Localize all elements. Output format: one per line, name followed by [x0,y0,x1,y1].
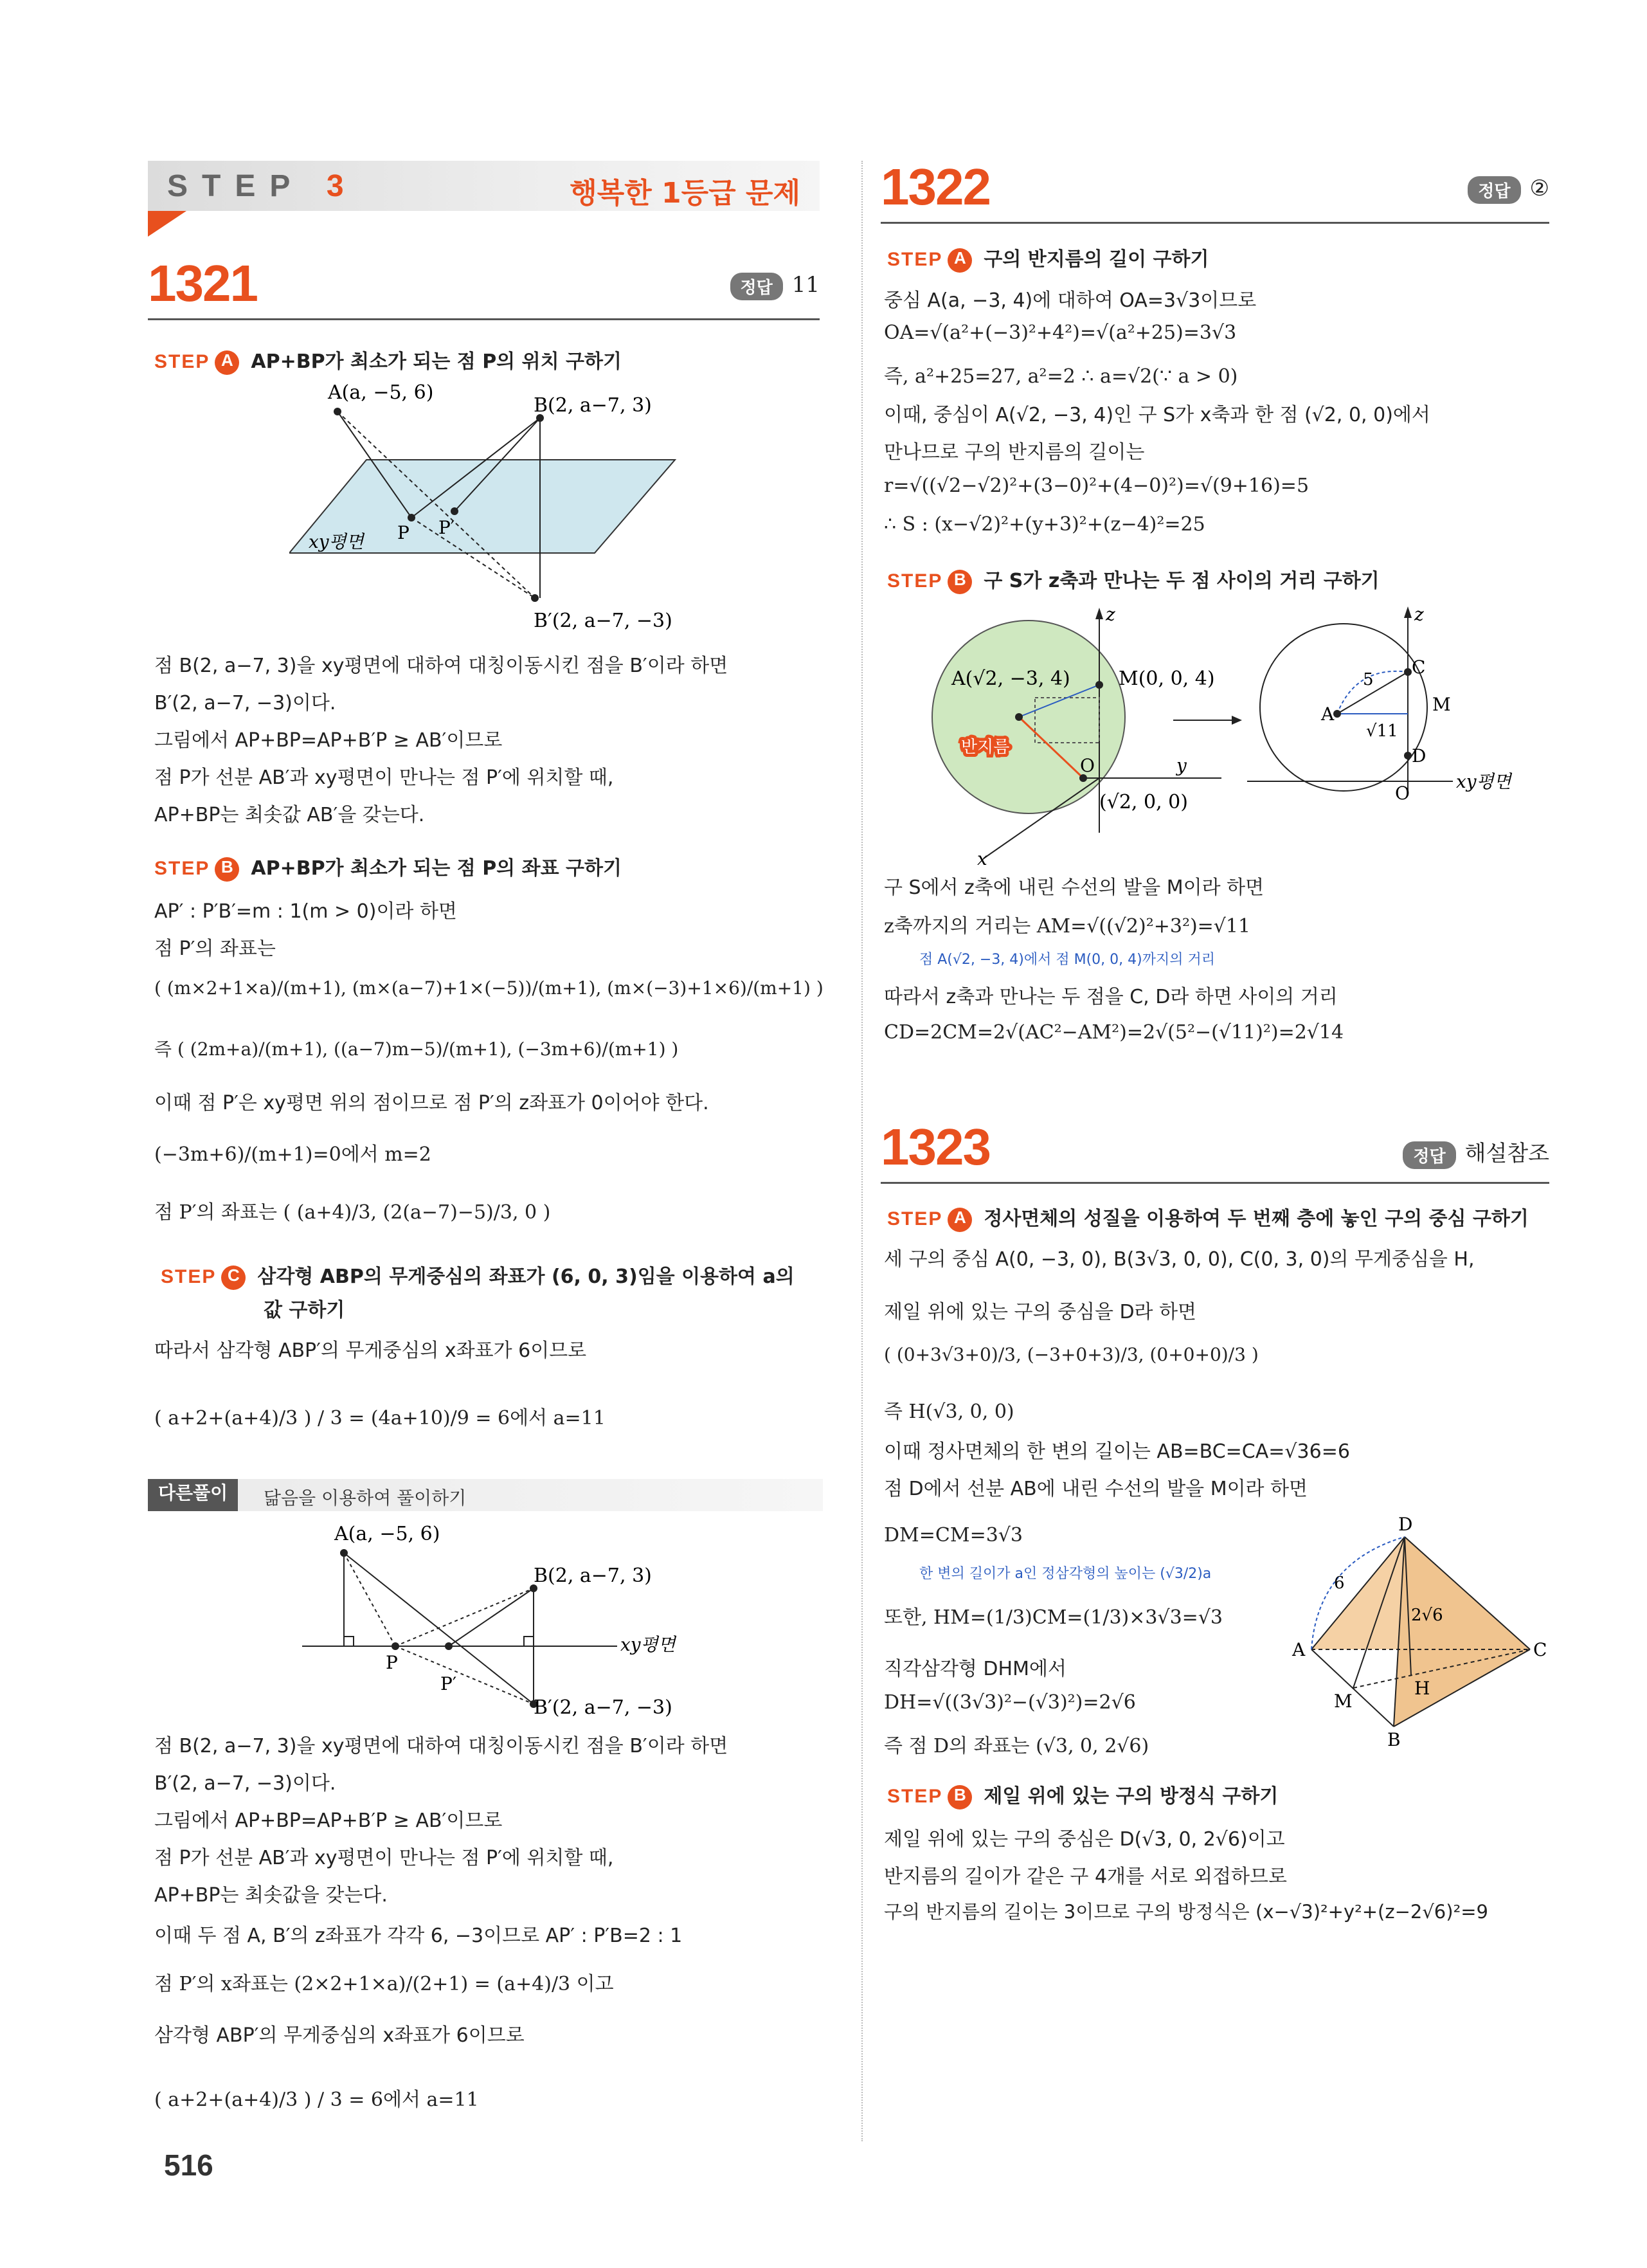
text-line: 점 B(2, a−7, 3)을 xy평면에 대하여 대칭이동시킨 점을 B′이라 하면 [154,1735,728,1757]
fig3-label-o: O [1080,755,1095,776]
fig5-label-h: H [1414,1678,1430,1699]
fig1-label-pp: P′ [438,517,455,538]
text-line: 이때 두 점 A, B′의 z좌표가 각각 6, −3이므로 AP′ : P′B=2 : 1 [154,1925,683,1947]
math-line: CD=2CM=2√(AC²−AM²)=2√(5²−(√11)²)=2√14 [884,1021,1344,1044]
text-line: 이때 점 P′은 xy평면 위의 점이므로 점 P′의 z좌표가 0이어야 한다. [154,1092,709,1114]
answer-badge: 정답 [1468,176,1520,204]
text-line: 제일 위에 있는 구의 중심은 D(√3, 0, 2√6)이고 [884,1828,1285,1851]
fig4-label-m: M [1432,694,1451,715]
alternate-solution-title: 닮음을 이용하여 풀이하기 [264,1487,467,1509]
fig3-label-y: y [1176,755,1187,776]
step3-label: STEP 3 [167,169,358,203]
problem-number: 1321 [148,255,257,312]
problem-number: 1323 [881,1118,990,1175]
fig2-label-p: P [386,1652,398,1673]
fig3-label-z: z [1106,604,1115,625]
problem-1321-header [148,254,820,320]
fig4-label-a: A [1321,703,1335,725]
answer-badge: 정답 [1403,1141,1455,1169]
fig1-label-plane: xy평면 [309,531,364,552]
step3-banner [148,161,820,211]
text-line: 반지름의 길이가 같은 구 4개를 서로 외접하므로 [884,1865,1287,1888]
figure-cross-section [1241,601,1549,807]
problem-1323-header [881,1118,1549,1184]
math-line: 즉 점 D의 좌표는 (√3, 0, 2√6) [884,1735,1149,1757]
text-line: AP+BP는 최솟값을 갖는다. [154,1884,388,1907]
step-a-heading: STEP A 구의 반지름의 길이 구하기 [887,243,1209,273]
text-line: 그림에서 AP+BP=AP+B′P ≥ AB′이므로 [154,729,503,752]
math-line: DH=√((3√3)²−(√3)²)=2√6 [884,1691,1136,1714]
fig5-label-m: M [1334,1691,1353,1712]
fig4-label-five: 5 [1363,670,1374,689]
text-line: B′(2, a−7, −3)이다. [154,1772,336,1795]
step-b-heading: STEP B 구 S가 z축과 만나는 두 점 사이의 거리 구하기 [887,565,1380,594]
math-line: ∴ S : (x−√2)²+(y+3)²+(z−4)²=25 [884,513,1205,536]
arrow-icon [1170,711,1247,730]
step-a-heading: STEP A 정사면체의 성질을 이용하여 두 번째 층에 놓인 구의 중심 구하기 [887,1202,1529,1232]
text-line: 점 D에서 선분 AB에 내린 수선의 발을 M이라 하면 [884,1478,1308,1500]
note-distance: 점 A(√2, −3, 4)에서 점 M(0, 0, 4)까지의 거리 [919,952,1215,968]
math-line: DM=CM=3√3 [884,1524,1023,1547]
answer: 정답 ② [1468,176,1549,204]
text-line: 그림에서 AP+BP=AP+B′P ≥ AB′이므로 [154,1810,503,1832]
step3-title: 행복한 1등급 문제 [570,177,800,210]
text-line: 점 P가 선분 AB′과 xy평면이 만나는 점 P′에 위치할 때, [154,767,614,789]
text-line: 만나므로 구의 반지름의 길이는 [884,441,1145,464]
fig4-label-plane: xy평면 [1456,771,1511,792]
step-a-heading: STEP A AP+BP가 최소가 되는 점 P의 위치 구하기 [154,345,622,375]
figure-reflection-plane [289,379,707,637]
fig3-label-a: A(√2, −3, 4) [951,667,1070,690]
note-triangle-height: 한 변의 길이가 a인 정삼각형의 높이는 (√3/2)a [919,1566,1212,1582]
math-line: 점 P′의 x좌표는 (2×2+1×a)/(2+1) = (a+4)/3 이고 [154,1973,614,1995]
fig2-label-b: B(2, a−7, 3) [534,1565,652,1587]
math-line: 즉 ( (2m+a)/(m+1), ((a−7)m−5)/(m+1), (−3m+6)/(m+1) ) [154,1039,679,1060]
page-number: 516 [164,2148,213,2182]
text-line: 직각삼각형 DHM에서 [884,1658,1066,1680]
text-line: 제일 위에 있는 구의 중심을 D라 하면 [884,1301,1197,1323]
fig5-label-b: B [1387,1729,1401,1750]
fig2-label-bp: B′(2, a−7, −3) [534,1696,672,1717]
math-line: OA=√(a²+(−3)²+4²)=√(a²+25)=3√3 [884,322,1237,344]
fig4-label-z: z [1414,604,1424,625]
fig3-label-m: M(0, 0, 4) [1119,667,1215,690]
fig5-label-six: 6 [1334,1574,1345,1593]
answer: 정답 해설참조 [1403,1136,1549,1169]
fig4-label-c: C [1412,657,1426,678]
banner-flag [148,211,186,237]
text-line: 점 P′의 좌표는 [154,938,276,960]
answer: 정답 11 [730,272,820,300]
text-line: 구 S에서 z축에 내린 수선의 발을 M이라 하면 [884,876,1264,899]
fig2-label-plane: xy평면 [620,1634,676,1655]
fig3-label-t: (√2, 0, 0) [1099,791,1188,813]
fig5-label-d: D [1398,1514,1413,1535]
alternate-solution-tag: 다른풀이 [148,1479,238,1511]
figure-similarity [296,1518,707,1717]
math-line: ( a+2+(a+4)/3 ) / 3 = 6에서 a=11 [154,2089,479,2111]
problem-number: 1322 [881,158,990,215]
math-line: z축까지의 거리는 AM=√((√2)²+3²)=√11 [884,915,1251,938]
math-line: 또한, HM=(1/3)CM=(1/3)×3√3=√3 [884,1606,1223,1629]
answer-badge: 정답 [730,273,783,300]
fig3-label-radius: 반지름 [961,738,1010,757]
math-line: ( (m×2+1×a)/(m+1), (m×(a−7)+1×(−5))/(m+1), (m×(−3)+1×6)/(m+1) ) [154,977,824,999]
text-line: 삼각형 ABP′의 무게중심의 x좌표가 6이므로 [154,2024,525,2047]
fig4-label-r11: √11 [1366,721,1398,741]
fig4-label-o: O [1395,783,1410,804]
math-line: 점 P′의 좌표는 ( (a+4)/3, (2(a−7)−5)/3, 0 ) [154,1201,551,1224]
text-line: 중심 A(a, −3, 4)에 대하여 OA=3√3이므로 [884,289,1257,312]
step-c-heading: STEP C 삼각형 ABP의 무게중심의 좌표가 (6, 0, 3)임을 이용하여 a의 [161,1260,795,1290]
step-c-heading-cont: 값 구하기 [264,1299,345,1321]
step-b-heading: STEP B AP+BP가 최소가 되는 점 P의 좌표 구하기 [154,852,622,882]
fig5-label-r26: 2√6 [1411,1606,1443,1625]
text-line: 이때, 중심이 A(√2, −3, 4)인 구 S가 x축과 한 점 (√2, 0, 0)에서 [884,404,1430,426]
text-line: 점 P가 선분 AB′과 xy평면이 만나는 점 P′에 위치할 때, [154,1847,614,1869]
fig1-label-p: P [397,522,410,543]
text-line: 따라서 z축과 만나는 두 점을 C, D라 하면 사이의 거리 [884,986,1338,1008]
text-line: B′(2, a−7, −3)이다. [154,692,336,714]
fig1-label-b: B(2, a−7, 3) [534,394,652,417]
text-line: AP′ : P′B′=m : 1(m > 0)이라 하면 [154,900,457,923]
math-line: ( a+2+(a+4)/3 ) / 3 = (4a+10)/9 = 6에서 a=11 [154,1407,606,1429]
column-divider [861,161,863,2141]
fig2-label-pp: P′ [440,1673,457,1694]
figure-tetrahedron [1279,1511,1556,1755]
math-line: ( (0+3√3+0)/3, (−3+0+3)/3, (0+0+0)/3 ) [884,1344,1259,1365]
fig5-label-a: A [1292,1639,1306,1660]
text-line: 따라서 삼각형 ABP′의 무게중심의 x좌표가 6이므로 [154,1339,587,1362]
step-b-heading: STEP B 제일 위에 있는 구의 방정식 구하기 [887,1780,1278,1810]
text-line: 점 B(2, a−7, 3)을 xy평면에 대하여 대칭이동시킨 점을 B′이라 하면 [154,655,728,677]
fig3-label-x: x [977,848,987,869]
math-line: 즉 H(√3, 0, 0) [884,1401,1014,1423]
text-line: 세 구의 중심 A(0, −3, 0), B(3√3, 0, 0), C(0, 3, 0)의 무게중심을 H, [884,1248,1475,1271]
fig1-label-bp: B′(2, a−7, −3) [534,610,672,632]
fig4-label-d: D [1412,745,1426,767]
math-line: 즉, a²+25=27, a²=2 ∴ a=√2(∵ a > 0) [884,365,1238,388]
text-line: AP+BP는 최솟값 AB′을 갖는다. [154,804,425,826]
problem-1322-header [881,158,1549,224]
text-line: 구의 반지름의 길이는 3이므로 구의 방정식은 (x−√3)²+y²+(z−2√6)²=9 [884,1901,1488,1923]
alternate-solution-header [148,1479,823,1511]
fig5-label-c: C [1533,1639,1547,1660]
figure-sphere [887,601,1247,871]
math-line: (−3m+6)/(m+1)=0에서 m=2 [154,1143,431,1166]
math-line: r=√((√2−√2)²+(3−0)²+(4−0)²)=√(9+16)=5 [884,475,1310,497]
fig1-label-a: A(a, −5, 6) [328,381,434,404]
text-line: 이때 정사면체의 한 변의 길이는 AB=BC=CA=√36=6 [884,1440,1350,1463]
fig2-label-a: A(a, −5, 6) [334,1523,440,1545]
